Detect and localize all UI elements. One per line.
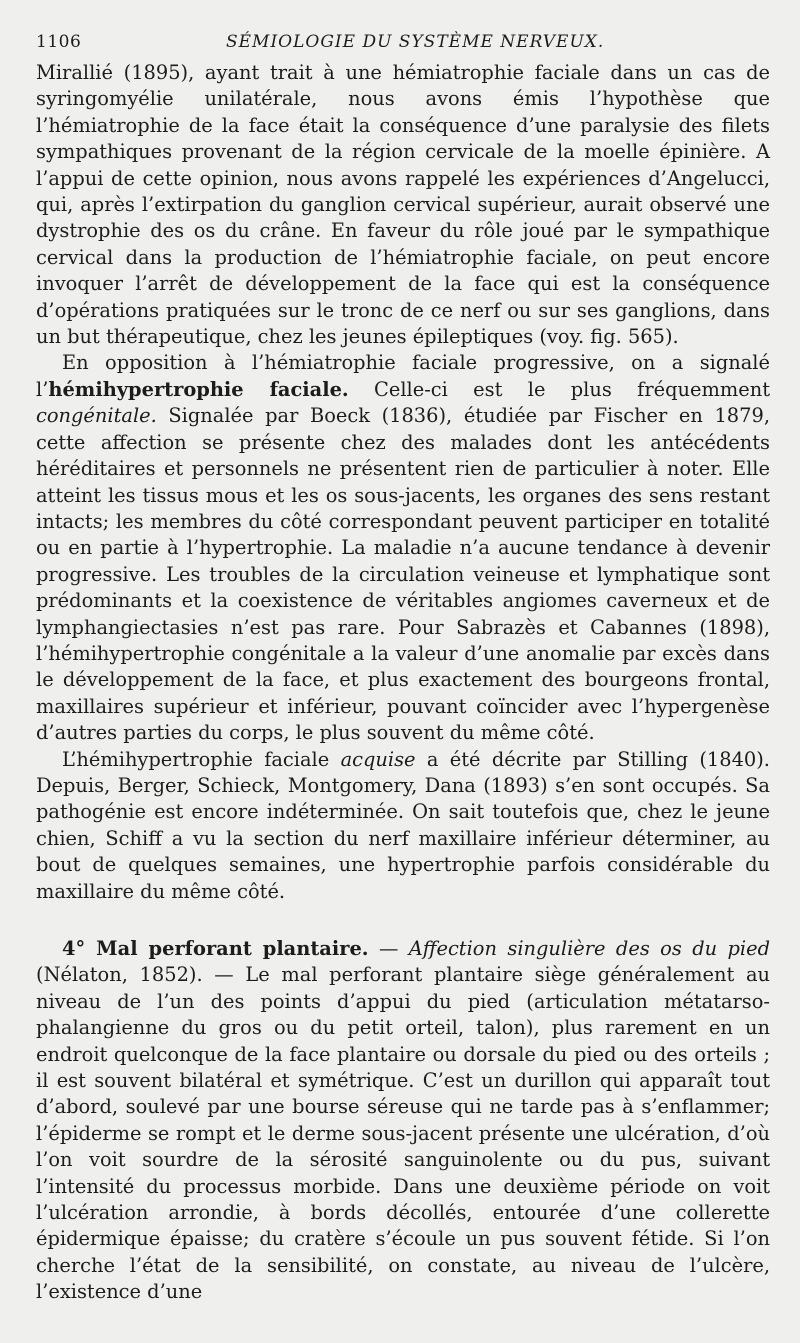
italic-term: Affection singulière des os du pied (408, 937, 770, 960)
paragraph-text: Signalée par Boeck (1836), étudiée par Fischer en 1879, cette affection se présente chez des malades dont les antécédents héréditaires et personnels ne présentent rien de particulier à noter. Elle atteint les tissus mous et les os sous-jacents, les organes des sens restant intacts; les membres du côté correspondant peuvent participer en totalité ou en partie à l’hypertrophie. La maladie n’a aucune tendance à devenir progressive. Les troubles de la circulation veineuse et lymphatique sont prédominants et la coexistence de véritables angiomes caverneux et de lymphangiectasies n’est pas rare. Pour Sabrazès et Cabannes (1898), l’hémihypertrophie congénitale a la valeur d’une anomalie par excès dans le développement de la face, et plus exactement des bourgeons frontal, maxillaires supérieur et inférieur, pouvant coïncider avec l’hypergenèse d’autres parties du corps, le plus souvent du même côté. (36, 404, 770, 745)
paragraph-hemiatrophie: Mirallié (1895), ayant trait à une hémiatrophie faciale dans un cas de syringomyélie unilatérale, nous avons émis l’hypothèse que l’hémiatrophie de la face était la conséquence d’une paralysie des filets sympathiques provenant de la région cervicale de la moelle épinière. A l’appui de cette opinion, nous avons rappelé les expériences d’Angelucci, qui, après l’extirpation du ganglion cervical supérieur, aurait observé une dystrophie des os du crâne. En faveur du rôle joué par le sympathique cervical dans la production de l’hémiatrophie faciale, on peut encore invoquer l’arrêt de développement de la face qui est la conséquence d’opérations pratiquées sur le tronc de ce nerf ou sur ses ganglions, dans un but thérapeutique, chez les jeunes épileptiques (voy. fig. 565). (36, 61, 770, 349)
section-spacer (36, 905, 770, 936)
page-number: 1106 (36, 32, 82, 52)
running-header (36, 30, 770, 60)
bold-term: hémihypertrophie faciale. (48, 377, 349, 401)
paragraph-hemihypertrophie-congenitale (36, 350, 770, 746)
paragraph-hemihypertrophie-acquise (36, 747, 770, 905)
paragraph-text: En opposition à l’hémiatrophie faciale progressive, on a signalé l’ (36, 351, 770, 401)
paragraph-text: a été décrite par Stilling (1840). Depuis, Berger, Schieck, Montgomery, Dana (1893) s’en sont occupés. Sa pathogénie est encore indéterminée. On sait toutefois que, chez le jeune chien, Schiff a vu la section du nerf maxillaire inférieur déterminer, au bout de quelques semaines, une hypertrophie parfois considérable du maxillaire du même côté. (36, 747, 770, 903)
running-title: SÉMIOLOGIE DU SYSTÈME NERVEUX. (226, 32, 605, 52)
italic-term: acquise (340, 747, 416, 771)
page-body (36, 60, 770, 1306)
paragraph-text: — (368, 937, 409, 960)
italic-term: congénitale. (36, 404, 157, 428)
section-heading: 4° Mal perforant plantaire. (62, 937, 369, 960)
paragraph-mal-perforant (36, 936, 770, 1306)
paragraph-text: (Nélaton, 1852). — Le mal perforant plantaire siège généralement au niveau de l’un des points d’appui du pied (articulation métatarso-phalangienne du gros ou du petit orteil, talon), plus rarement en un endroit quelconque de la face plantaire ou dorsale du pied ou des orteils ; il est souvent bilatéral et symétrique. C’est un durillon qui apparaît tout d’abord, soulevé par une bourse séreuse qui ne tarde pas à s’enflammer; l’épiderme se rompt et le derme sous-jacent présente une ulcération, d’où l’on voit sourdre de la sérosité sanguinolente ou du pus, suivant l’intensité du processus morbide. Dans une deuxième période on voit l’ulcération arrondie, à bords décollés, entourée d’une collerette épidermique épaisse; du cratère s’écoule un pus souvent fétide. Si l’on cherche l’état de la sensibilité, on constate, au niveau de l’ulcère, l’existence d’une (36, 963, 770, 1304)
paragraph-text: L’hémihypertrophie faciale (62, 747, 341, 771)
paragraph-text: Celle-ci est le plus fréquemment (348, 377, 770, 401)
